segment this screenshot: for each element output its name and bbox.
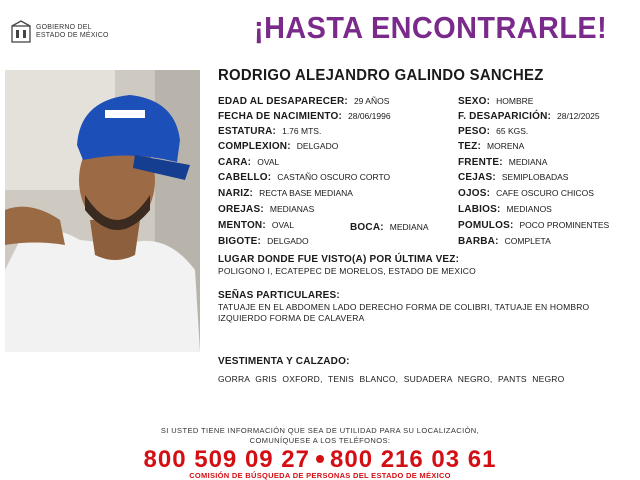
marks-label: SEÑAS PARTICULARES:: [218, 290, 340, 301]
field-label: CARA:: [218, 157, 252, 168]
field-frente: [458, 157, 547, 168]
field-cara: [218, 157, 279, 168]
field-label: COMPLEXION:: [218, 141, 291, 152]
field-label: FRENTE:: [458, 157, 503, 168]
field-labios: [458, 204, 552, 215]
field-pomulos: [458, 220, 609, 231]
field-ojos: [458, 188, 594, 199]
field-label: BOCA:: [350, 222, 384, 233]
last-seen-label: LUGAR DONDE FUE VISTO(A) POR ÚLTIMA VEZ:: [218, 254, 460, 265]
field-label: BARBA:: [458, 236, 499, 247]
field-value: MEDIANA: [508, 157, 548, 167]
field-label: CEJAS:: [458, 172, 496, 183]
field-label: OREJAS:: [218, 204, 264, 215]
field-value: SEMIPLOBADAS: [501, 172, 569, 182]
field-label: BIGOTE:: [218, 236, 262, 247]
state-seal-icon: [10, 20, 32, 44]
field-label: ESTATURA:: [218, 126, 277, 137]
field-orejas: [218, 204, 314, 215]
missing-person-photo: [5, 70, 200, 352]
field-value: 28/06/1996: [348, 111, 391, 121]
person-name: RODRIGO ALEJANDRO GALINDO SANCHEZ: [218, 67, 544, 84]
clothing-label: VESTIMENTA Y CALZADO:: [218, 356, 350, 367]
field-value: OVAL: [257, 157, 280, 167]
field-edad: [218, 96, 389, 107]
phone-number-1[interactable]: 800 509 09 27: [143, 446, 310, 473]
field-tez: [458, 141, 524, 152]
field-label: MENTON:: [218, 220, 266, 231]
field-barba: [458, 236, 551, 247]
logo-text: [36, 24, 109, 40]
field-nariz: [218, 188, 353, 199]
field-sexo: [458, 96, 533, 107]
field-value: CAFE OSCURO CHICOS: [496, 188, 594, 198]
field-cabello: [218, 172, 390, 183]
footer-info-line-1: SI USTED TIENE INFORMACIÓN QUE SEA DE UTILIDAD PARA SU LOCALIZACIÓN,: [160, 426, 480, 435]
person-photo-illustration: [5, 70, 200, 352]
bullet-icon: [316, 455, 324, 463]
field-value: DELGADO: [267, 236, 309, 246]
last-seen-value: POLIGONO I, ECATEPEC DE MORELOS, ESTADO DE MEXICO: [218, 266, 476, 276]
phone-numbers: [0, 446, 640, 474]
field-label: SEXO:: [458, 96, 491, 107]
field-label: POMULOS:: [458, 220, 514, 231]
field-complexion: [218, 141, 338, 152]
field-value: MEDIANAS: [269, 204, 315, 214]
field-label: EDAD AL DESAPARECER:: [218, 96, 348, 107]
field-fecha-desaparicion: [458, 111, 600, 122]
field-label: CABELLO:: [218, 172, 272, 183]
field-label: F. DESAPARICIÓN:: [458, 111, 552, 122]
footer-info: [0, 426, 640, 446]
field-label: NARIZ:: [218, 188, 254, 199]
field-value: MEDIANA: [389, 222, 429, 232]
field-value: COMPLETA: [504, 236, 551, 246]
field-fecha-nacimiento: [218, 111, 391, 122]
field-label: TEZ:: [458, 141, 482, 152]
field-value: DELGADO: [296, 141, 339, 151]
field-value: 29 AÑOS: [353, 96, 390, 106]
phone-number-2[interactable]: 800 216 03 61: [330, 446, 497, 473]
field-boca: [350, 222, 429, 233]
field-value: 65 KGS.: [496, 126, 529, 136]
field-value: MEDIANOS: [506, 204, 552, 214]
field-value: RECTA BASE MEDIANA: [259, 188, 353, 198]
field-value: CASTAÑO OSCURO CORTO: [277, 172, 391, 182]
clothing-value: GORRA GRIS OXFORD, TENIS BLANCO, SUDADERA NEGRO, PANTS NEGRO: [218, 374, 565, 384]
field-value: HOMBRE: [496, 96, 534, 106]
field-estatura: [218, 126, 321, 137]
field-menton: [218, 220, 294, 231]
field-bigote: [218, 236, 309, 247]
commission-name: COMISIÓN DE BÚSQUEDA DE PERSONAS DEL ESTADO DE MÉXICO: [189, 471, 451, 480]
field-value: MORENA: [487, 141, 525, 151]
footer-info-line-2: COMUNÍQUESE A LOS TELÉFONOS:: [249, 436, 391, 445]
logo-line-1: GOBIERNO DEL: [36, 24, 92, 31]
logo-line-2: ESTADO DE MÉXICO: [36, 32, 109, 39]
field-value: 1.76 MTS.: [282, 126, 322, 136]
field-label: PESO:: [458, 126, 491, 137]
field-label: LABIOS:: [458, 204, 501, 215]
headline: ¡HASTA ENCONTRARLE!: [254, 10, 608, 45]
government-logo: [8, 18, 118, 48]
field-value: OVAL: [271, 220, 294, 230]
field-value: 28/12/2025: [557, 111, 600, 121]
field-label: FECHA DE NACIMIENTO:: [218, 111, 342, 122]
field-value: POCO PROMINENTES: [519, 220, 610, 230]
field-cejas: [458, 172, 568, 183]
marks-value: TATUAJE EN EL ABDOMEN LADO DERECHO FORMA DE COLIBRI, TATUAJE EN HOMBRO IZQUIERDO FORMA DE CALAVERA: [218, 302, 590, 323]
field-label: OJOS:: [458, 188, 491, 199]
field-peso: [458, 126, 528, 137]
